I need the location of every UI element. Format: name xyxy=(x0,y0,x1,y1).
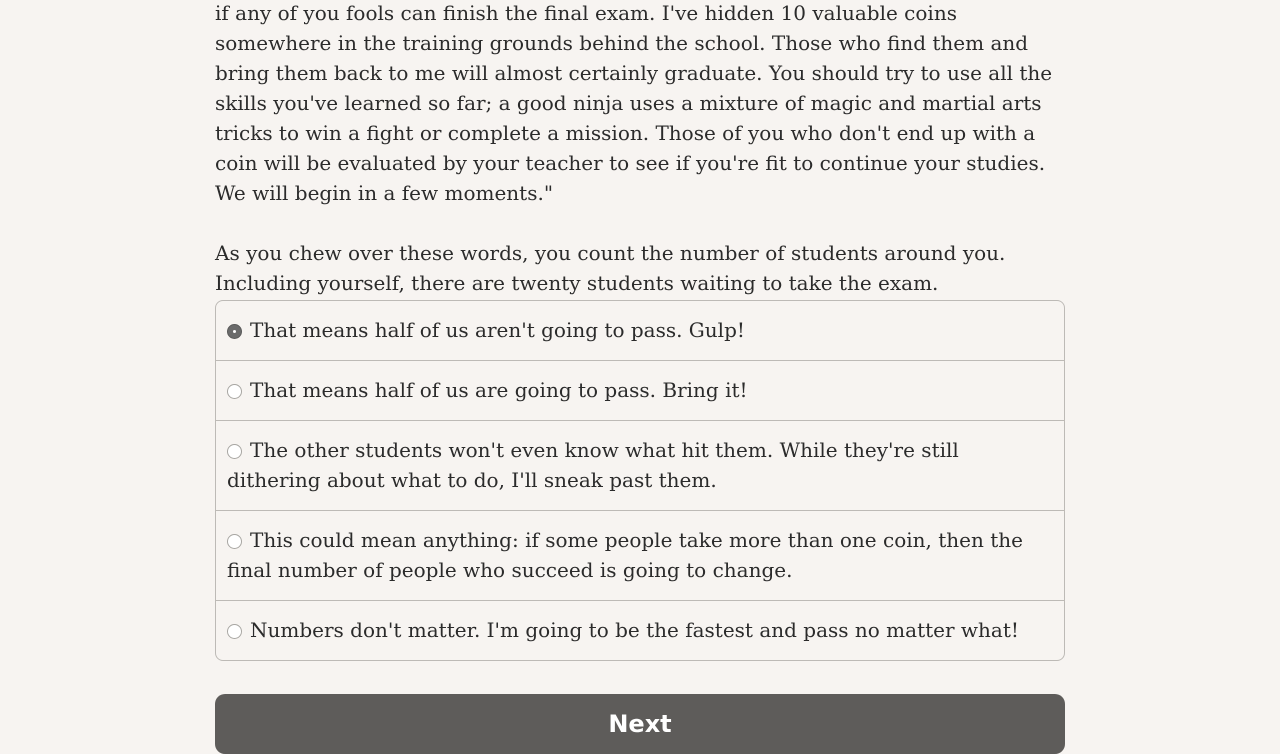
radio-icon[interactable] xyxy=(227,384,242,399)
radio-icon[interactable] xyxy=(227,534,242,549)
story-text xyxy=(215,0,1075,328)
choice-option-5[interactable] xyxy=(216,600,1064,660)
choice-option-3[interactable] xyxy=(216,420,1064,510)
next-button[interactable]: Next xyxy=(215,694,1065,754)
radio-icon[interactable] xyxy=(227,444,242,459)
choice-label: The other students won't even know what hit them. While they're still dithering about what to do, I'll sneak past them. xyxy=(227,438,959,492)
choice-label: Numbers don't matter. I'm going to be the fastest and pass no matter what! xyxy=(250,618,1019,642)
story-paragraph: if any of you fools can finish the final exam. I've hidden 10 valuable coins somewhere in the training grounds behind the school. Those who find them and bring them back to me will almost certainly graduate. You should try to use all the skills you've learned so far; a good ninja uses a mixture of magic and martial arts tricks to win a fight or complete a mission. Those of you who don't end up with a coin will be evaluated by your teacher to see if you're fit to continue your studies. We will begin in a few moments." xyxy=(215,1,1053,205)
choice-option-4[interactable] xyxy=(216,510,1064,600)
choice-list xyxy=(215,300,1065,661)
choice-label: This could mean anything: if some people take more than one coin, then the final number of people who succeed is going to change. xyxy=(227,528,1023,582)
radio-selected-icon[interactable] xyxy=(227,324,242,339)
choice-label: That means half of us are going to pass. Bring it! xyxy=(250,378,748,402)
choice-option-1[interactable] xyxy=(216,301,1064,360)
story-paragraph: As you chew over these words, you count the number of students around you. Including yourself, there are twenty students waiting to take the exam. xyxy=(215,241,1006,295)
radio-icon[interactable] xyxy=(227,624,242,639)
choice-label: That means half of us aren't going to pass. Gulp! xyxy=(250,318,745,342)
choice-option-2[interactable] xyxy=(216,360,1064,420)
